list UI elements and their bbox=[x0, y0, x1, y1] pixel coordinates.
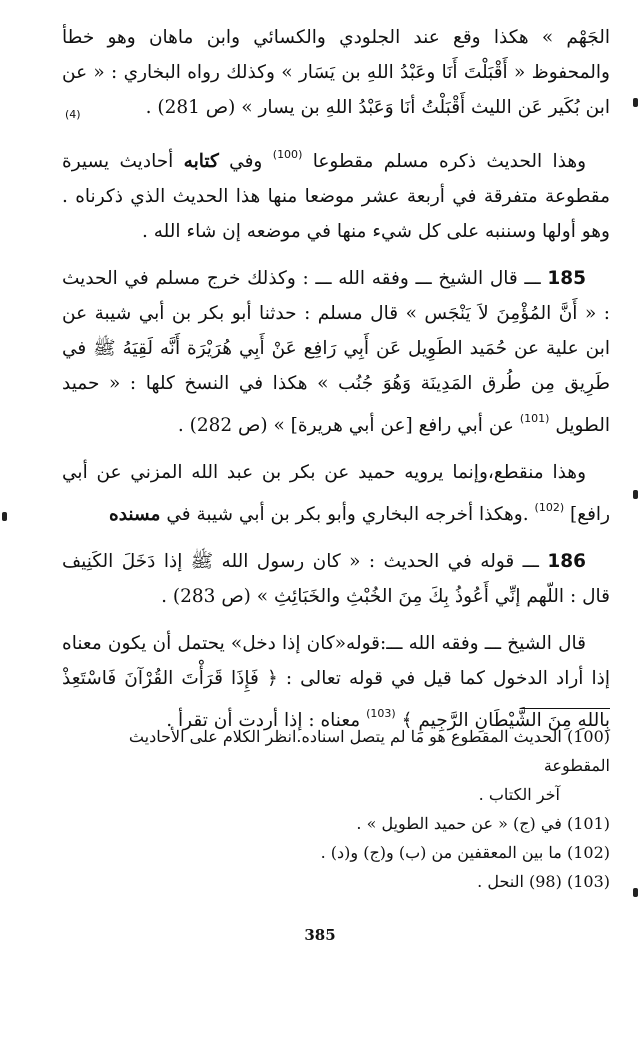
paragraph-1-line-2: والمحفوظ « أَقْبَلْتَ أَنَا وعَبْدُ اللهِ بن يَسَار » وكذلك رواه البخاري : « عن bbox=[62, 62, 610, 83]
paragraph-6-text-a: قال الشيخ ـــ وفقه الله ـــ:قوله«كان إذا دخل» يحتمل أن يكون معناه إذا أراد الدخول كما قيل في قوله تعالى : ﴿ فَإِذَا قَرَأْتَ القُرْآنَ فَاسْتَعِذْ بِاللهِ مِنَ الشَّيْطَانِ الرَّجِيمِ ﴾ bbox=[62, 633, 610, 731]
paragraph-2-text-a: وهذا الحديث ذكره مسلم مقطوعا bbox=[312, 151, 587, 172]
paragraph-2-text-b: وفي bbox=[229, 151, 263, 172]
section-number-185: 185 bbox=[547, 268, 586, 289]
margin-mark bbox=[2, 512, 7, 521]
margin-mark bbox=[633, 490, 638, 499]
footnote-text: الحديث المقطوع هو ما لم يتصل اسناده.انظر الكلام على الأحاديث المقطوعة bbox=[128, 727, 610, 775]
footnote-separator bbox=[520, 708, 610, 709]
paragraph-4 bbox=[62, 455, 610, 532]
paragraph-2-text-c: أحاديث يسيرة مقطوعة متفرقة في أربعة عشر موضعا منها هذا الحديث الذي ذكرناه . وهو أولها وسننبه على كل شيء منها في موضعه إن شاء الله . bbox=[62, 151, 610, 242]
footnote-ref-100[interactable]: (100) bbox=[272, 148, 303, 161]
footnote-101 bbox=[62, 809, 610, 838]
footnote-number: (102) bbox=[566, 843, 610, 862]
paragraph-1-line-1: الجَهْم » هكذا وقع عند الجلودي والكسائي وابن ماهان وهو خطأ bbox=[62, 27, 610, 48]
footnote-number: (103) bbox=[566, 872, 610, 891]
paragraph-3-text-a: ـــ قال الشيخ ـــ وفقه الله ـــ : وكذلك خرج مسلم في الحديث : « أَنَّ المُؤْمِنَ لاَ يَنْجَس » قال مسلم : حدثنا أبو بكر بن أبي شيبة عن ابن علية عن حُمَيد الطَوِيل عَن أَبِي رَافِع عَنْ أَبِي هُرَيْرَة أَنَّه لَقِيَهُ ﷺ في طَرِيق مِن طُرق المَدِينَة وَهُوَ جُنُب » هكذا في النسخ كلها : « حميد الطويل bbox=[62, 268, 610, 436]
footnote-text: في (ج) « عن حميد الطويل » . bbox=[356, 814, 562, 833]
paragraph-4-text-a: وهذا منقطع،وإنما يرويه حميد عن بكر بن عبد الله المزني عن أبي رافع] bbox=[62, 462, 610, 525]
footnote-text: (98) النحل . bbox=[477, 872, 562, 891]
paragraph-5 bbox=[62, 544, 610, 614]
footnotes bbox=[62, 722, 610, 896]
paragraph-1-line-3: ابن بُكَير عَن الليث أَقْبَلْتُ أنَا وَعَبْدُ اللهِ بن يسار » (ص 281) . bbox=[145, 97, 610, 118]
margin-mark bbox=[633, 98, 638, 107]
paragraph-2-bold-word: كتابه bbox=[183, 151, 219, 172]
footnote-100 bbox=[62, 722, 610, 809]
side-mark: (4) bbox=[65, 108, 81, 121]
margin-mark bbox=[633, 888, 638, 897]
footnote-ref-103[interactable]: (103) bbox=[366, 707, 396, 720]
paragraph-5-text: ـــ قوله في الحديث : « كان رسول الله ﷺ إذا دَخَلَ الكَنِيف قال : اللّهم إنِّي أَعُوذُ بِكَ مِنَ الخُبْثِ والخَبَائِثِ » (ص 283) . bbox=[62, 551, 610, 607]
paragraph-6-text-b: معناه : إذا أردت أن تقرأ . bbox=[166, 710, 361, 731]
paragraph-1 bbox=[62, 20, 610, 125]
page-number: 385 bbox=[304, 926, 336, 944]
footnote-text: ما بين المعقفين من (ب) و(ج) و(د) . bbox=[320, 843, 562, 862]
paragraph-3 bbox=[62, 261, 610, 443]
paragraph-4-text-b: .وهكذا أخرجه البخاري وأبو بكر بن أبي شيبة في bbox=[166, 504, 529, 525]
footnote-number: (101) bbox=[566, 814, 610, 833]
footnote-102 bbox=[62, 838, 610, 867]
page-body bbox=[62, 20, 610, 738]
footnote-number: (100) bbox=[566, 727, 610, 746]
footnote-ref-101[interactable]: (101) bbox=[519, 412, 550, 425]
paragraph-4-bold-word: مسنده bbox=[109, 504, 161, 525]
footnote-ref-102[interactable]: (102) bbox=[534, 501, 565, 514]
section-number-186: 186 bbox=[547, 551, 586, 572]
paragraph-2 bbox=[62, 137, 610, 249]
footnote-103 bbox=[62, 867, 610, 896]
footnote-text-continued: آخر الكتاب . bbox=[478, 785, 560, 804]
paragraph-3-text-b: عن أبي رافع [عن أبي هريرة] » (ص 282) . bbox=[177, 415, 514, 436]
